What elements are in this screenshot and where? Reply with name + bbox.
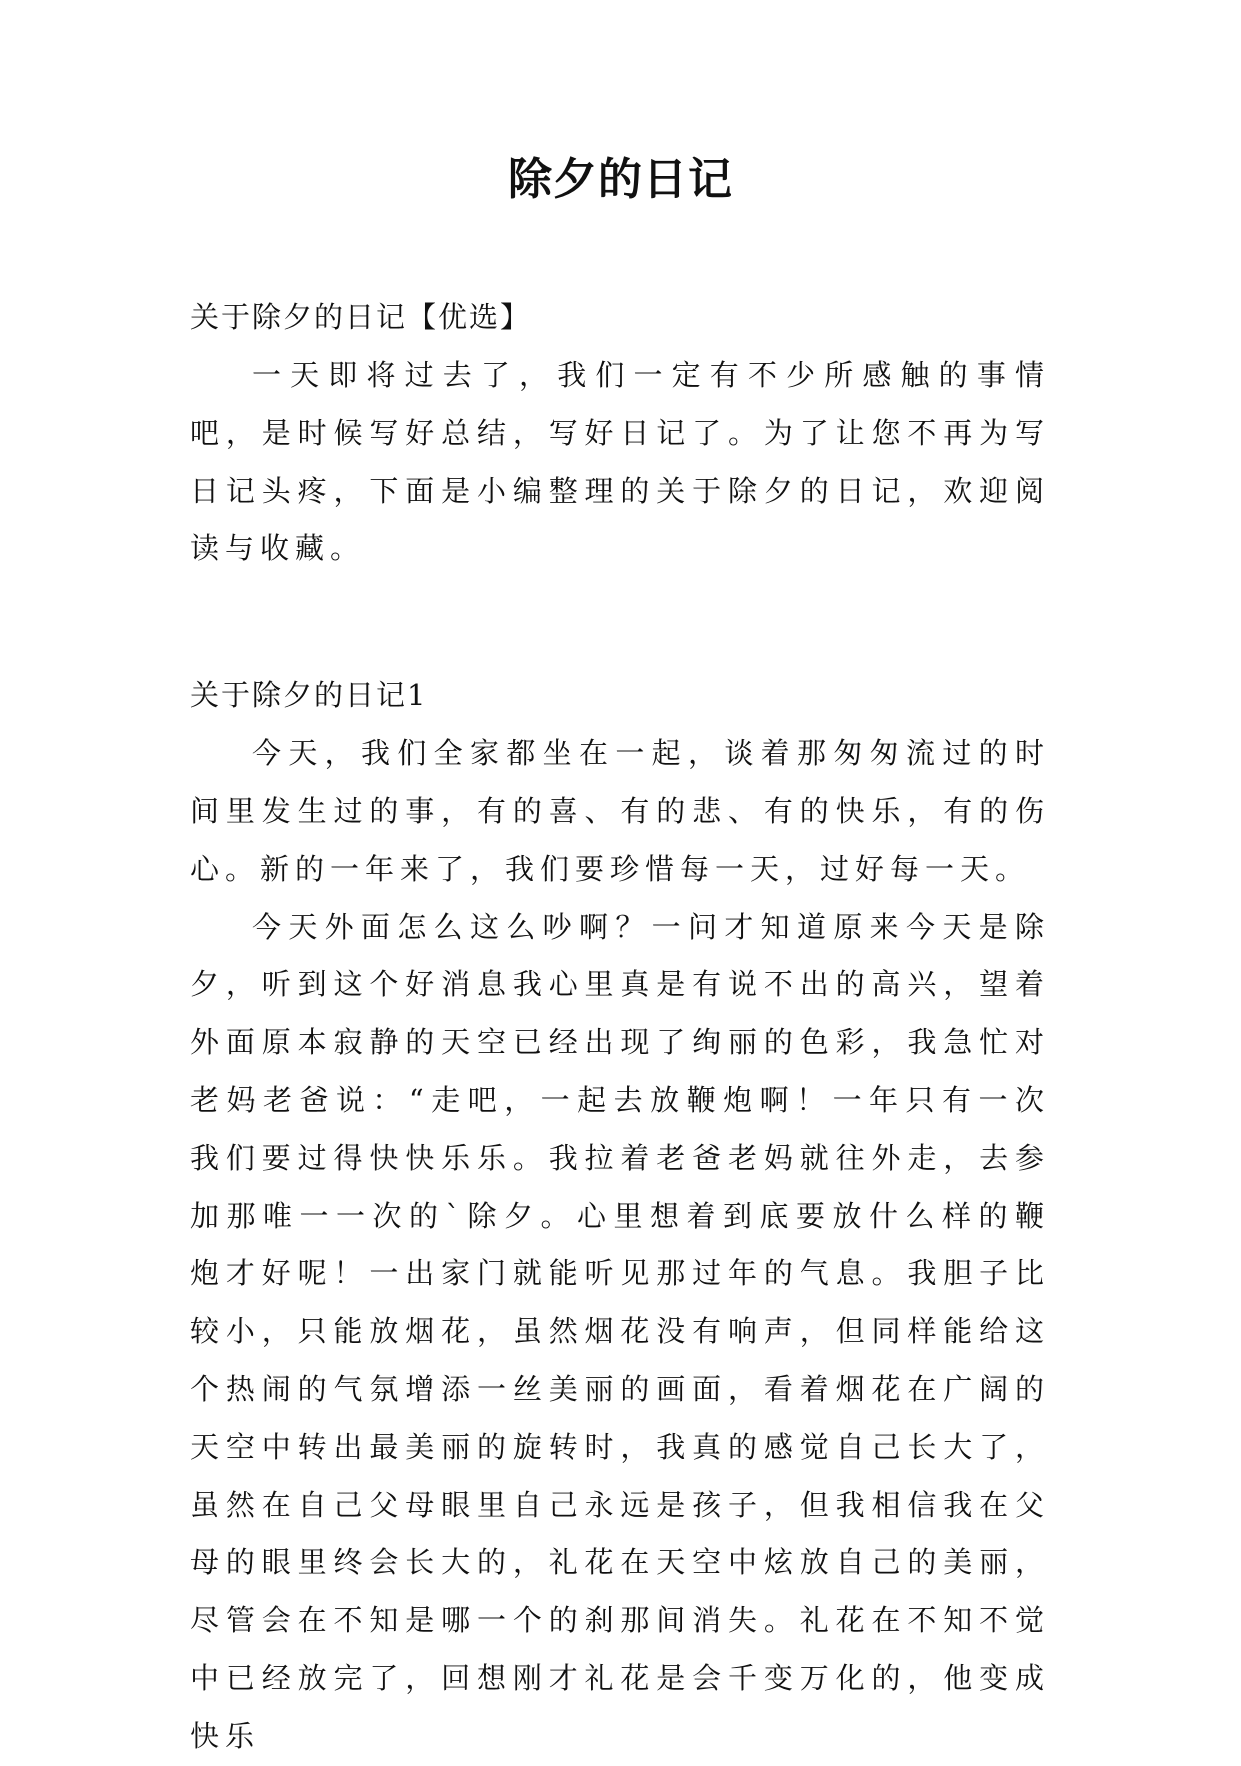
section-1-paragraph-1: 今天，我们全家都坐在一起，谈着那匆匆流过的时间里发生过的事，有的喜、有的悲、有的快乐，有的伤心。新的一年来了，我们要珍惜每一天，过好每一天。 xyxy=(190,736,1050,886)
section-spacer xyxy=(190,578,1050,665)
document-title: 除夕的日记 xyxy=(508,154,733,205)
intro-paragraph: 一天即将过去了，我们一定有不少所感触的事情吧，是时候写好总结，写好日记了。为了让您不再为写日记头疼，下面是小编整理的关于除夕的日记，欢迎阅读与收藏。 xyxy=(190,358,1050,566)
section-1-heading: 关于除夕的日记1 xyxy=(190,678,428,713)
intro-heading: 关于除夕的日记【优选】 xyxy=(190,300,532,334)
section-1-paragraph-2: 今天外面怎么这么吵啊？一问才知道原来今天是除夕，听到这个好消息我心里真是有说不出的高兴，望着外面原本寂静的天空已经出现了绚丽的色彩，我急忙对老妈老爸说：“走吧，一起去放鞭炮啊！一年只有一次我们要过得快快乐乐。我拉着老爸老妈就往外走，去参加那唯一一次的`除夕。心里想着到底要放什么样的鞭炮才好呢！一出家门就能听见那过年的气息。我胆子比较小，只能放烟花，虽然烟花没有响声，但同样能给这个热闹的气氛增添一丝美丽的画面，看着烟花在广阔的天空中转出最美丽的旋转时，我真的感觉自己长大了，虽然在自己父母眼里自己永远是孩子，但我相信我在父母的眼里终会长大的，礼花在天空中炫放自己的美丽，尽管会在不知是哪一个的刹那间消失。礼花在不知不觉中已经放完了，回想刚才礼花是会千变万化的，他变成快乐 xyxy=(190,909,1050,1753)
document-body xyxy=(190,287,1050,1766)
